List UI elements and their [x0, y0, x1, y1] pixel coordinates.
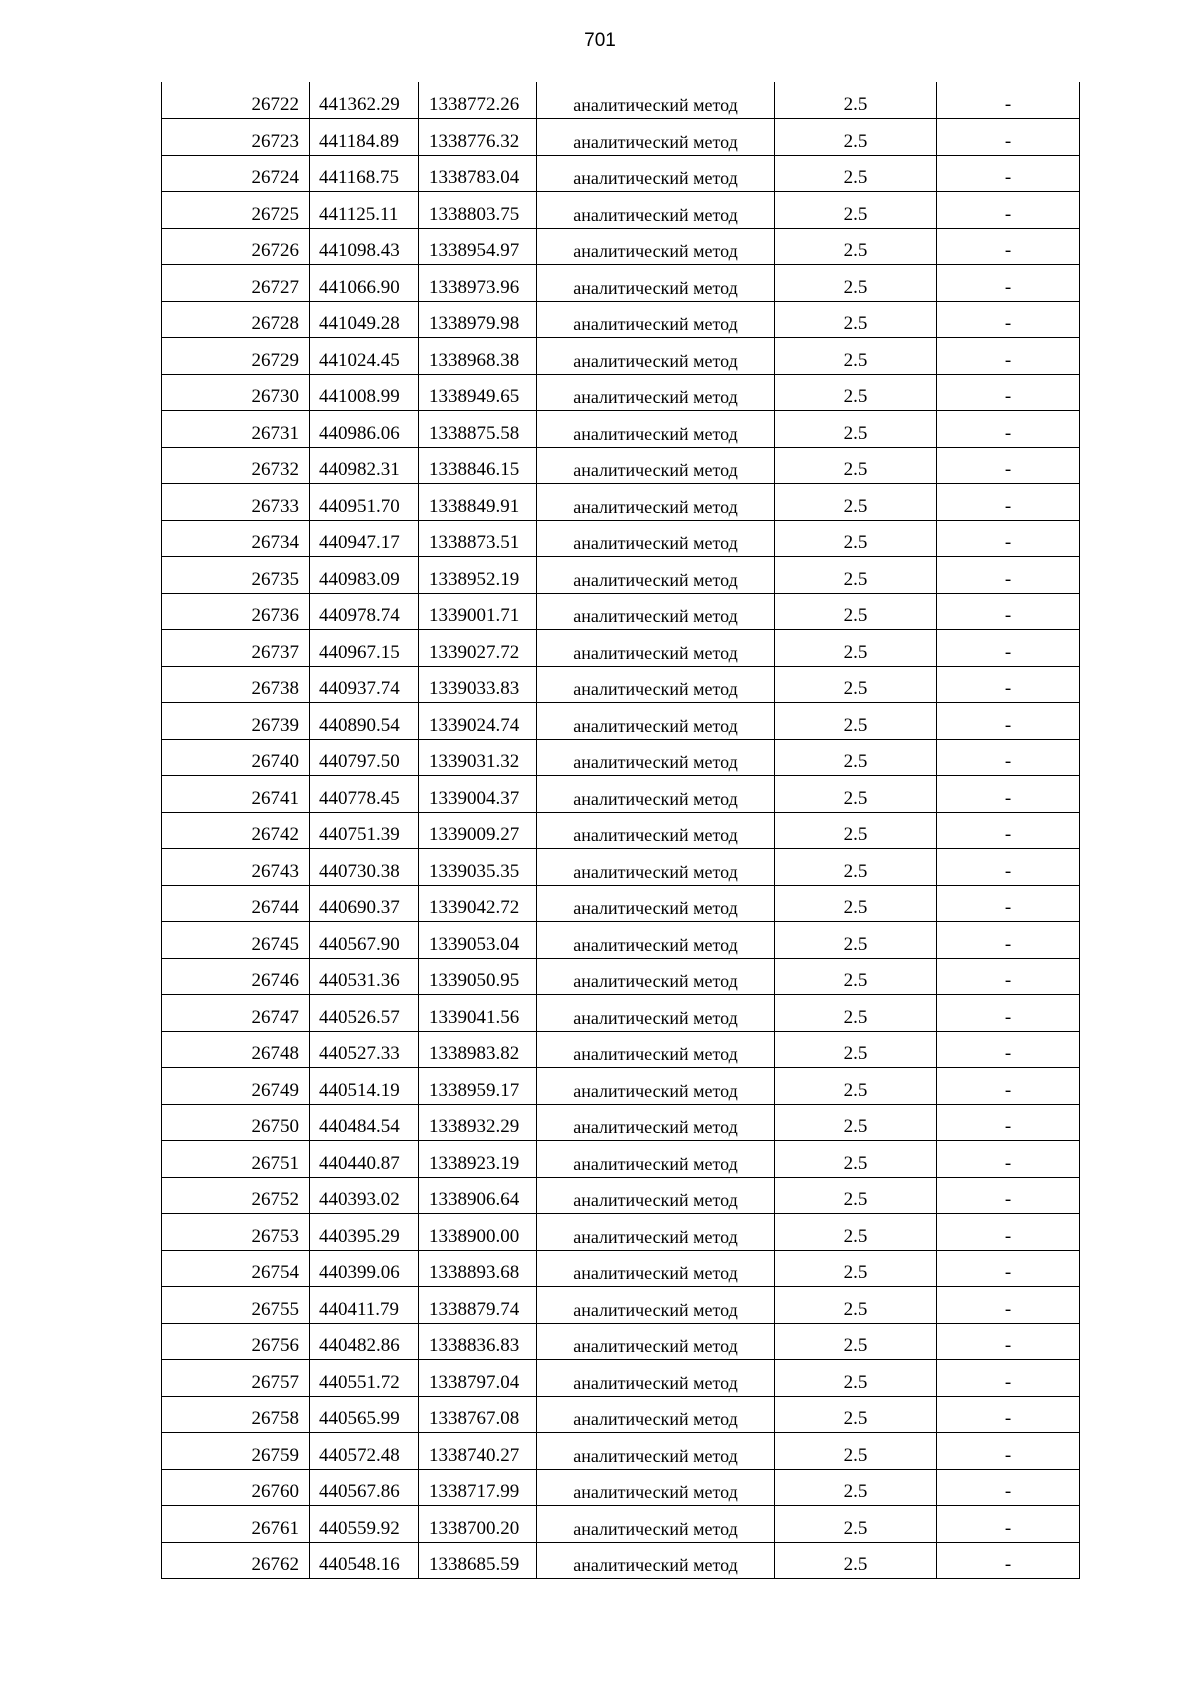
y-coordinate-cell: 1338873.51 [419, 520, 537, 557]
x-coordinate-cell: 440937.74 [310, 666, 419, 703]
description-cell: - [937, 301, 1080, 338]
accuracy-cell: 2.5 [775, 1542, 937, 1579]
accuracy-cell: 2.5 [775, 1141, 937, 1178]
x-coordinate-cell: 440514.19 [310, 1068, 419, 1105]
y-coordinate-cell: 1338803.75 [419, 192, 537, 229]
accuracy-cell: 2.5 [775, 1177, 937, 1214]
method-cell: аналитический метод [537, 1177, 775, 1214]
description-cell: - [937, 593, 1080, 630]
x-coordinate-cell: 440548.16 [310, 1542, 419, 1579]
y-coordinate-cell: 1338875.58 [419, 411, 537, 448]
table-row [162, 1068, 1080, 1105]
method-cell: аналитический метод [537, 849, 775, 886]
point-number-cell: 26758 [162, 1396, 310, 1433]
accuracy-cell: 2.5 [775, 265, 937, 302]
description-cell: - [937, 520, 1080, 557]
accuracy-cell: 2.5 [775, 1396, 937, 1433]
x-coordinate-cell: 440526.57 [310, 995, 419, 1032]
x-coordinate-cell: 441024.45 [310, 338, 419, 375]
point-number-cell: 26728 [162, 301, 310, 338]
description-cell: - [937, 1542, 1080, 1579]
point-number-cell: 26762 [162, 1542, 310, 1579]
y-coordinate-cell: 1338932.29 [419, 1104, 537, 1141]
table-row [162, 739, 1080, 776]
method-cell: аналитический метод [537, 155, 775, 192]
accuracy-cell: 2.5 [775, 374, 937, 411]
method-cell: аналитический метод [537, 1104, 775, 1141]
method-cell: аналитический метод [537, 1469, 775, 1506]
table-row [162, 812, 1080, 849]
point-number-cell: 26726 [162, 228, 310, 265]
y-coordinate-cell: 1338906.64 [419, 1177, 537, 1214]
accuracy-cell: 2.5 [775, 1031, 937, 1068]
x-coordinate-cell: 440951.70 [310, 484, 419, 521]
accuracy-cell: 2.5 [775, 922, 937, 959]
accuracy-cell: 2.5 [775, 849, 937, 886]
description-cell: - [937, 447, 1080, 484]
accuracy-cell: 2.5 [775, 812, 937, 849]
x-coordinate-cell: 440395.29 [310, 1214, 419, 1251]
method-cell: аналитический метод [537, 666, 775, 703]
method-cell: аналитический метод [537, 1068, 775, 1105]
method-cell: аналитический метод [537, 192, 775, 229]
method-cell: аналитический метод [537, 995, 775, 1032]
accuracy-cell: 2.5 [775, 192, 937, 229]
accuracy-cell: 2.5 [775, 1068, 937, 1105]
method-cell: аналитический метод [537, 265, 775, 302]
accuracy-cell: 2.5 [775, 739, 937, 776]
accuracy-cell: 2.5 [775, 301, 937, 338]
table-row [162, 885, 1080, 922]
y-coordinate-cell: 1338893.68 [419, 1250, 537, 1287]
table-body [162, 82, 1080, 1579]
table-row [162, 995, 1080, 1032]
table-row [162, 338, 1080, 375]
table-row [162, 1104, 1080, 1141]
description-cell: - [937, 1506, 1080, 1543]
x-coordinate-cell: 440982.31 [310, 447, 419, 484]
accuracy-cell: 2.5 [775, 155, 937, 192]
accuracy-cell: 2.5 [775, 593, 937, 630]
table-row [162, 849, 1080, 886]
table-row [162, 1396, 1080, 1433]
table-row [162, 1177, 1080, 1214]
x-coordinate-cell: 440411.79 [310, 1287, 419, 1324]
accuracy-cell: 2.5 [775, 1323, 937, 1360]
method-cell: аналитический метод [537, 1031, 775, 1068]
description-cell: - [937, 1214, 1080, 1251]
y-coordinate-cell: 1338772.26 [419, 82, 537, 119]
y-coordinate-cell: 1339041.56 [419, 995, 537, 1032]
accuracy-cell: 2.5 [775, 958, 937, 995]
method-cell: аналитический метод [537, 1396, 775, 1433]
x-coordinate-cell: 440482.86 [310, 1323, 419, 1360]
y-coordinate-cell: 1338849.91 [419, 484, 537, 521]
x-coordinate-cell: 441049.28 [310, 301, 419, 338]
description-cell: - [937, 374, 1080, 411]
accuracy-cell: 2.5 [775, 1360, 937, 1397]
point-number-cell: 26732 [162, 447, 310, 484]
method-cell: аналитический метод [537, 557, 775, 594]
point-number-cell: 26756 [162, 1323, 310, 1360]
y-coordinate-cell: 1338846.15 [419, 447, 537, 484]
table-row [162, 1323, 1080, 1360]
accuracy-cell: 2.5 [775, 411, 937, 448]
y-coordinate-cell: 1338949.65 [419, 374, 537, 411]
point-number-cell: 26760 [162, 1469, 310, 1506]
y-coordinate-cell: 1338923.19 [419, 1141, 537, 1178]
y-coordinate-cell: 1338783.04 [419, 155, 537, 192]
table-row [162, 593, 1080, 630]
x-coordinate-cell: 440565.99 [310, 1396, 419, 1433]
method-cell: аналитический метод [537, 338, 775, 375]
point-number-cell: 26759 [162, 1433, 310, 1470]
x-coordinate-cell: 440983.09 [310, 557, 419, 594]
y-coordinate-cell: 1339024.74 [419, 703, 537, 740]
y-coordinate-cell: 1338740.27 [419, 1433, 537, 1470]
y-coordinate-cell: 1338973.96 [419, 265, 537, 302]
page-number: 701 [584, 30, 616, 51]
x-coordinate-cell: 441184.89 [310, 119, 419, 156]
x-coordinate-cell: 440567.86 [310, 1469, 419, 1506]
description-cell: - [937, 1141, 1080, 1178]
point-number-cell: 26744 [162, 885, 310, 922]
x-coordinate-cell: 441125.11 [310, 192, 419, 229]
x-coordinate-cell: 440986.06 [310, 411, 419, 448]
accuracy-cell: 2.5 [775, 630, 937, 667]
y-coordinate-cell: 1338952.19 [419, 557, 537, 594]
accuracy-cell: 2.5 [775, 1250, 937, 1287]
table-row [162, 557, 1080, 594]
method-cell: аналитический метод [537, 812, 775, 849]
point-number-cell: 26730 [162, 374, 310, 411]
method-cell: аналитический метод [537, 374, 775, 411]
point-number-cell: 26723 [162, 119, 310, 156]
description-cell: - [937, 82, 1080, 119]
x-coordinate-cell: 440751.39 [310, 812, 419, 849]
y-coordinate-cell: 1339001.71 [419, 593, 537, 630]
point-number-cell: 26743 [162, 849, 310, 886]
point-number-cell: 26761 [162, 1506, 310, 1543]
point-number-cell: 26741 [162, 776, 310, 813]
accuracy-cell: 2.5 [775, 484, 937, 521]
method-cell: аналитический метод [537, 119, 775, 156]
point-number-cell: 26751 [162, 1141, 310, 1178]
point-number-cell: 26734 [162, 520, 310, 557]
method-cell: аналитический метод [537, 228, 775, 265]
table-row [162, 1250, 1080, 1287]
y-coordinate-cell: 1338776.32 [419, 119, 537, 156]
y-coordinate-cell: 1338717.99 [419, 1469, 537, 1506]
method-cell: аналитический метод [537, 1214, 775, 1251]
table-row [162, 630, 1080, 667]
y-coordinate-cell: 1338836.83 [419, 1323, 537, 1360]
method-cell: аналитический метод [537, 484, 775, 521]
accuracy-cell: 2.5 [775, 1506, 937, 1543]
x-coordinate-cell: 440567.90 [310, 922, 419, 959]
method-cell: аналитический метод [537, 739, 775, 776]
description-cell: - [937, 885, 1080, 922]
point-number-cell: 26757 [162, 1360, 310, 1397]
accuracy-cell: 2.5 [775, 666, 937, 703]
point-number-cell: 26737 [162, 630, 310, 667]
y-coordinate-cell: 1338879.74 [419, 1287, 537, 1324]
description-cell: - [937, 1396, 1080, 1433]
x-coordinate-cell: 440393.02 [310, 1177, 419, 1214]
x-coordinate-cell: 440947.17 [310, 520, 419, 557]
table-row [162, 1031, 1080, 1068]
table-row [162, 1469, 1080, 1506]
point-number-cell: 26739 [162, 703, 310, 740]
point-number-cell: 26738 [162, 666, 310, 703]
method-cell: аналитический метод [537, 1287, 775, 1324]
description-cell: - [937, 1287, 1080, 1324]
table-row [162, 1433, 1080, 1470]
point-number-cell: 26755 [162, 1287, 310, 1324]
accuracy-cell: 2.5 [775, 1433, 937, 1470]
method-cell: аналитический метод [537, 82, 775, 119]
accuracy-cell: 2.5 [775, 557, 937, 594]
description-cell: - [937, 1177, 1080, 1214]
table-row [162, 922, 1080, 959]
x-coordinate-cell: 440399.06 [310, 1250, 419, 1287]
y-coordinate-cell: 1338767.08 [419, 1396, 537, 1433]
point-number-cell: 26722 [162, 82, 310, 119]
method-cell: аналитический метод [537, 922, 775, 959]
table-row [162, 301, 1080, 338]
method-cell: аналитический метод [537, 1141, 775, 1178]
table-row [162, 1287, 1080, 1324]
point-number-cell: 26747 [162, 995, 310, 1032]
y-coordinate-cell: 1338968.38 [419, 338, 537, 375]
accuracy-cell: 2.5 [775, 995, 937, 1032]
point-number-cell: 26725 [162, 192, 310, 229]
y-coordinate-cell: 1339042.72 [419, 885, 537, 922]
table-row [162, 155, 1080, 192]
point-number-cell: 26742 [162, 812, 310, 849]
point-number-cell: 26750 [162, 1104, 310, 1141]
x-coordinate-cell: 440730.38 [310, 849, 419, 886]
point-number-cell: 26748 [162, 1031, 310, 1068]
table-row [162, 520, 1080, 557]
y-coordinate-cell: 1338983.82 [419, 1031, 537, 1068]
accuracy-cell: 2.5 [775, 228, 937, 265]
table-row [162, 411, 1080, 448]
method-cell: аналитический метод [537, 776, 775, 813]
method-cell: аналитический метод [537, 520, 775, 557]
table-row [162, 447, 1080, 484]
description-cell: - [937, 1250, 1080, 1287]
y-coordinate-cell: 1339027.72 [419, 630, 537, 667]
point-number-cell: 26731 [162, 411, 310, 448]
method-cell: аналитический метод [537, 1433, 775, 1470]
description-cell: - [937, 922, 1080, 959]
x-coordinate-cell: 441066.90 [310, 265, 419, 302]
description-cell: - [937, 1360, 1080, 1397]
accuracy-cell: 2.5 [775, 119, 937, 156]
accuracy-cell: 2.5 [775, 776, 937, 813]
method-cell: аналитический метод [537, 1542, 775, 1579]
accuracy-cell: 2.5 [775, 1214, 937, 1251]
description-cell: - [937, 119, 1080, 156]
y-coordinate-cell: 1338700.20 [419, 1506, 537, 1543]
table-row [162, 1141, 1080, 1178]
point-number-cell: 26753 [162, 1214, 310, 1251]
point-number-cell: 26749 [162, 1068, 310, 1105]
accuracy-cell: 2.5 [775, 82, 937, 119]
description-cell: - [937, 995, 1080, 1032]
method-cell: аналитический метод [537, 301, 775, 338]
description-cell: - [937, 703, 1080, 740]
table-row [162, 1360, 1080, 1397]
table-row [162, 958, 1080, 995]
x-coordinate-cell: 440559.92 [310, 1506, 419, 1543]
point-number-cell: 26754 [162, 1250, 310, 1287]
method-cell: аналитический метод [537, 1250, 775, 1287]
method-cell: аналитический метод [537, 1360, 775, 1397]
y-coordinate-cell: 1339009.27 [419, 812, 537, 849]
description-cell: - [937, 484, 1080, 521]
method-cell: аналитический метод [537, 593, 775, 630]
description-cell: - [937, 1104, 1080, 1141]
x-coordinate-cell: 440690.37 [310, 885, 419, 922]
description-cell: - [937, 192, 1080, 229]
point-number-cell: 26745 [162, 922, 310, 959]
table-row [162, 703, 1080, 740]
description-cell: - [937, 265, 1080, 302]
point-number-cell: 26735 [162, 557, 310, 594]
table-row [162, 265, 1080, 302]
accuracy-cell: 2.5 [775, 447, 937, 484]
table-row [162, 374, 1080, 411]
accuracy-cell: 2.5 [775, 338, 937, 375]
y-coordinate-cell: 1339031.32 [419, 739, 537, 776]
y-coordinate-cell: 1338959.17 [419, 1068, 537, 1105]
x-coordinate-cell: 440527.33 [310, 1031, 419, 1068]
table-row [162, 1542, 1080, 1579]
description-cell: - [937, 155, 1080, 192]
y-coordinate-cell: 1339053.04 [419, 922, 537, 959]
x-coordinate-cell: 440531.36 [310, 958, 419, 995]
table-row [162, 228, 1080, 265]
accuracy-cell: 2.5 [775, 1287, 937, 1324]
point-number-cell: 26727 [162, 265, 310, 302]
accuracy-cell: 2.5 [775, 1104, 937, 1141]
description-cell: - [937, 739, 1080, 776]
x-coordinate-cell: 440440.87 [310, 1141, 419, 1178]
x-coordinate-cell: 440797.50 [310, 739, 419, 776]
y-coordinate-cell: 1339050.95 [419, 958, 537, 995]
description-cell: - [937, 1323, 1080, 1360]
accuracy-cell: 2.5 [775, 1469, 937, 1506]
y-coordinate-cell: 1339004.37 [419, 776, 537, 813]
method-cell: аналитический метод [537, 1506, 775, 1543]
description-cell: - [937, 557, 1080, 594]
point-number-cell: 26752 [162, 1177, 310, 1214]
x-coordinate-cell: 440551.72 [310, 1360, 419, 1397]
point-number-cell: 26736 [162, 593, 310, 630]
x-coordinate-cell: 440967.15 [310, 630, 419, 667]
table-row [162, 1214, 1080, 1251]
table-row [162, 484, 1080, 521]
x-coordinate-cell: 440484.54 [310, 1104, 419, 1141]
y-coordinate-cell: 1338797.04 [419, 1360, 537, 1397]
description-cell: - [937, 666, 1080, 703]
accuracy-cell: 2.5 [775, 703, 937, 740]
table-row [162, 1506, 1080, 1543]
x-coordinate-cell: 440778.45 [310, 776, 419, 813]
table-row [162, 119, 1080, 156]
y-coordinate-cell: 1338954.97 [419, 228, 537, 265]
y-coordinate-cell: 1338685.59 [419, 1542, 537, 1579]
point-number-cell: 26746 [162, 958, 310, 995]
method-cell: аналитический метод [537, 630, 775, 667]
table-row [162, 666, 1080, 703]
x-coordinate-cell: 441098.43 [310, 228, 419, 265]
point-number-cell: 26724 [162, 155, 310, 192]
method-cell: аналитический метод [537, 447, 775, 484]
point-number-cell: 26729 [162, 338, 310, 375]
table-row [162, 776, 1080, 813]
x-coordinate-cell: 441168.75 [310, 155, 419, 192]
description-cell: - [937, 849, 1080, 886]
description-cell: - [937, 630, 1080, 667]
description-cell: - [937, 1068, 1080, 1105]
description-cell: - [937, 338, 1080, 375]
table-row [162, 192, 1080, 229]
description-cell: - [937, 1031, 1080, 1068]
y-coordinate-cell: 1339033.83 [419, 666, 537, 703]
accuracy-cell: 2.5 [775, 885, 937, 922]
method-cell: аналитический метод [537, 885, 775, 922]
point-number-cell: 26740 [162, 739, 310, 776]
description-cell: - [937, 776, 1080, 813]
method-cell: аналитический метод [537, 703, 775, 740]
coordinates-table [161, 82, 1080, 1579]
x-coordinate-cell: 440978.74 [310, 593, 419, 630]
y-coordinate-cell: 1339035.35 [419, 849, 537, 886]
description-cell: - [937, 228, 1080, 265]
x-coordinate-cell: 440890.54 [310, 703, 419, 740]
point-number-cell: 26733 [162, 484, 310, 521]
description-cell: - [937, 411, 1080, 448]
x-coordinate-cell: 440572.48 [310, 1433, 419, 1470]
y-coordinate-cell: 1338900.00 [419, 1214, 537, 1251]
description-cell: - [937, 1469, 1080, 1506]
x-coordinate-cell: 441008.99 [310, 374, 419, 411]
accuracy-cell: 2.5 [775, 520, 937, 557]
table-row [162, 82, 1080, 119]
x-coordinate-cell: 441362.29 [310, 82, 419, 119]
description-cell: - [937, 812, 1080, 849]
y-coordinate-cell: 1338979.98 [419, 301, 537, 338]
method-cell: аналитический метод [537, 958, 775, 995]
method-cell: аналитический метод [537, 1323, 775, 1360]
method-cell: аналитический метод [537, 411, 775, 448]
description-cell: - [937, 1433, 1080, 1470]
description-cell: - [937, 958, 1080, 995]
